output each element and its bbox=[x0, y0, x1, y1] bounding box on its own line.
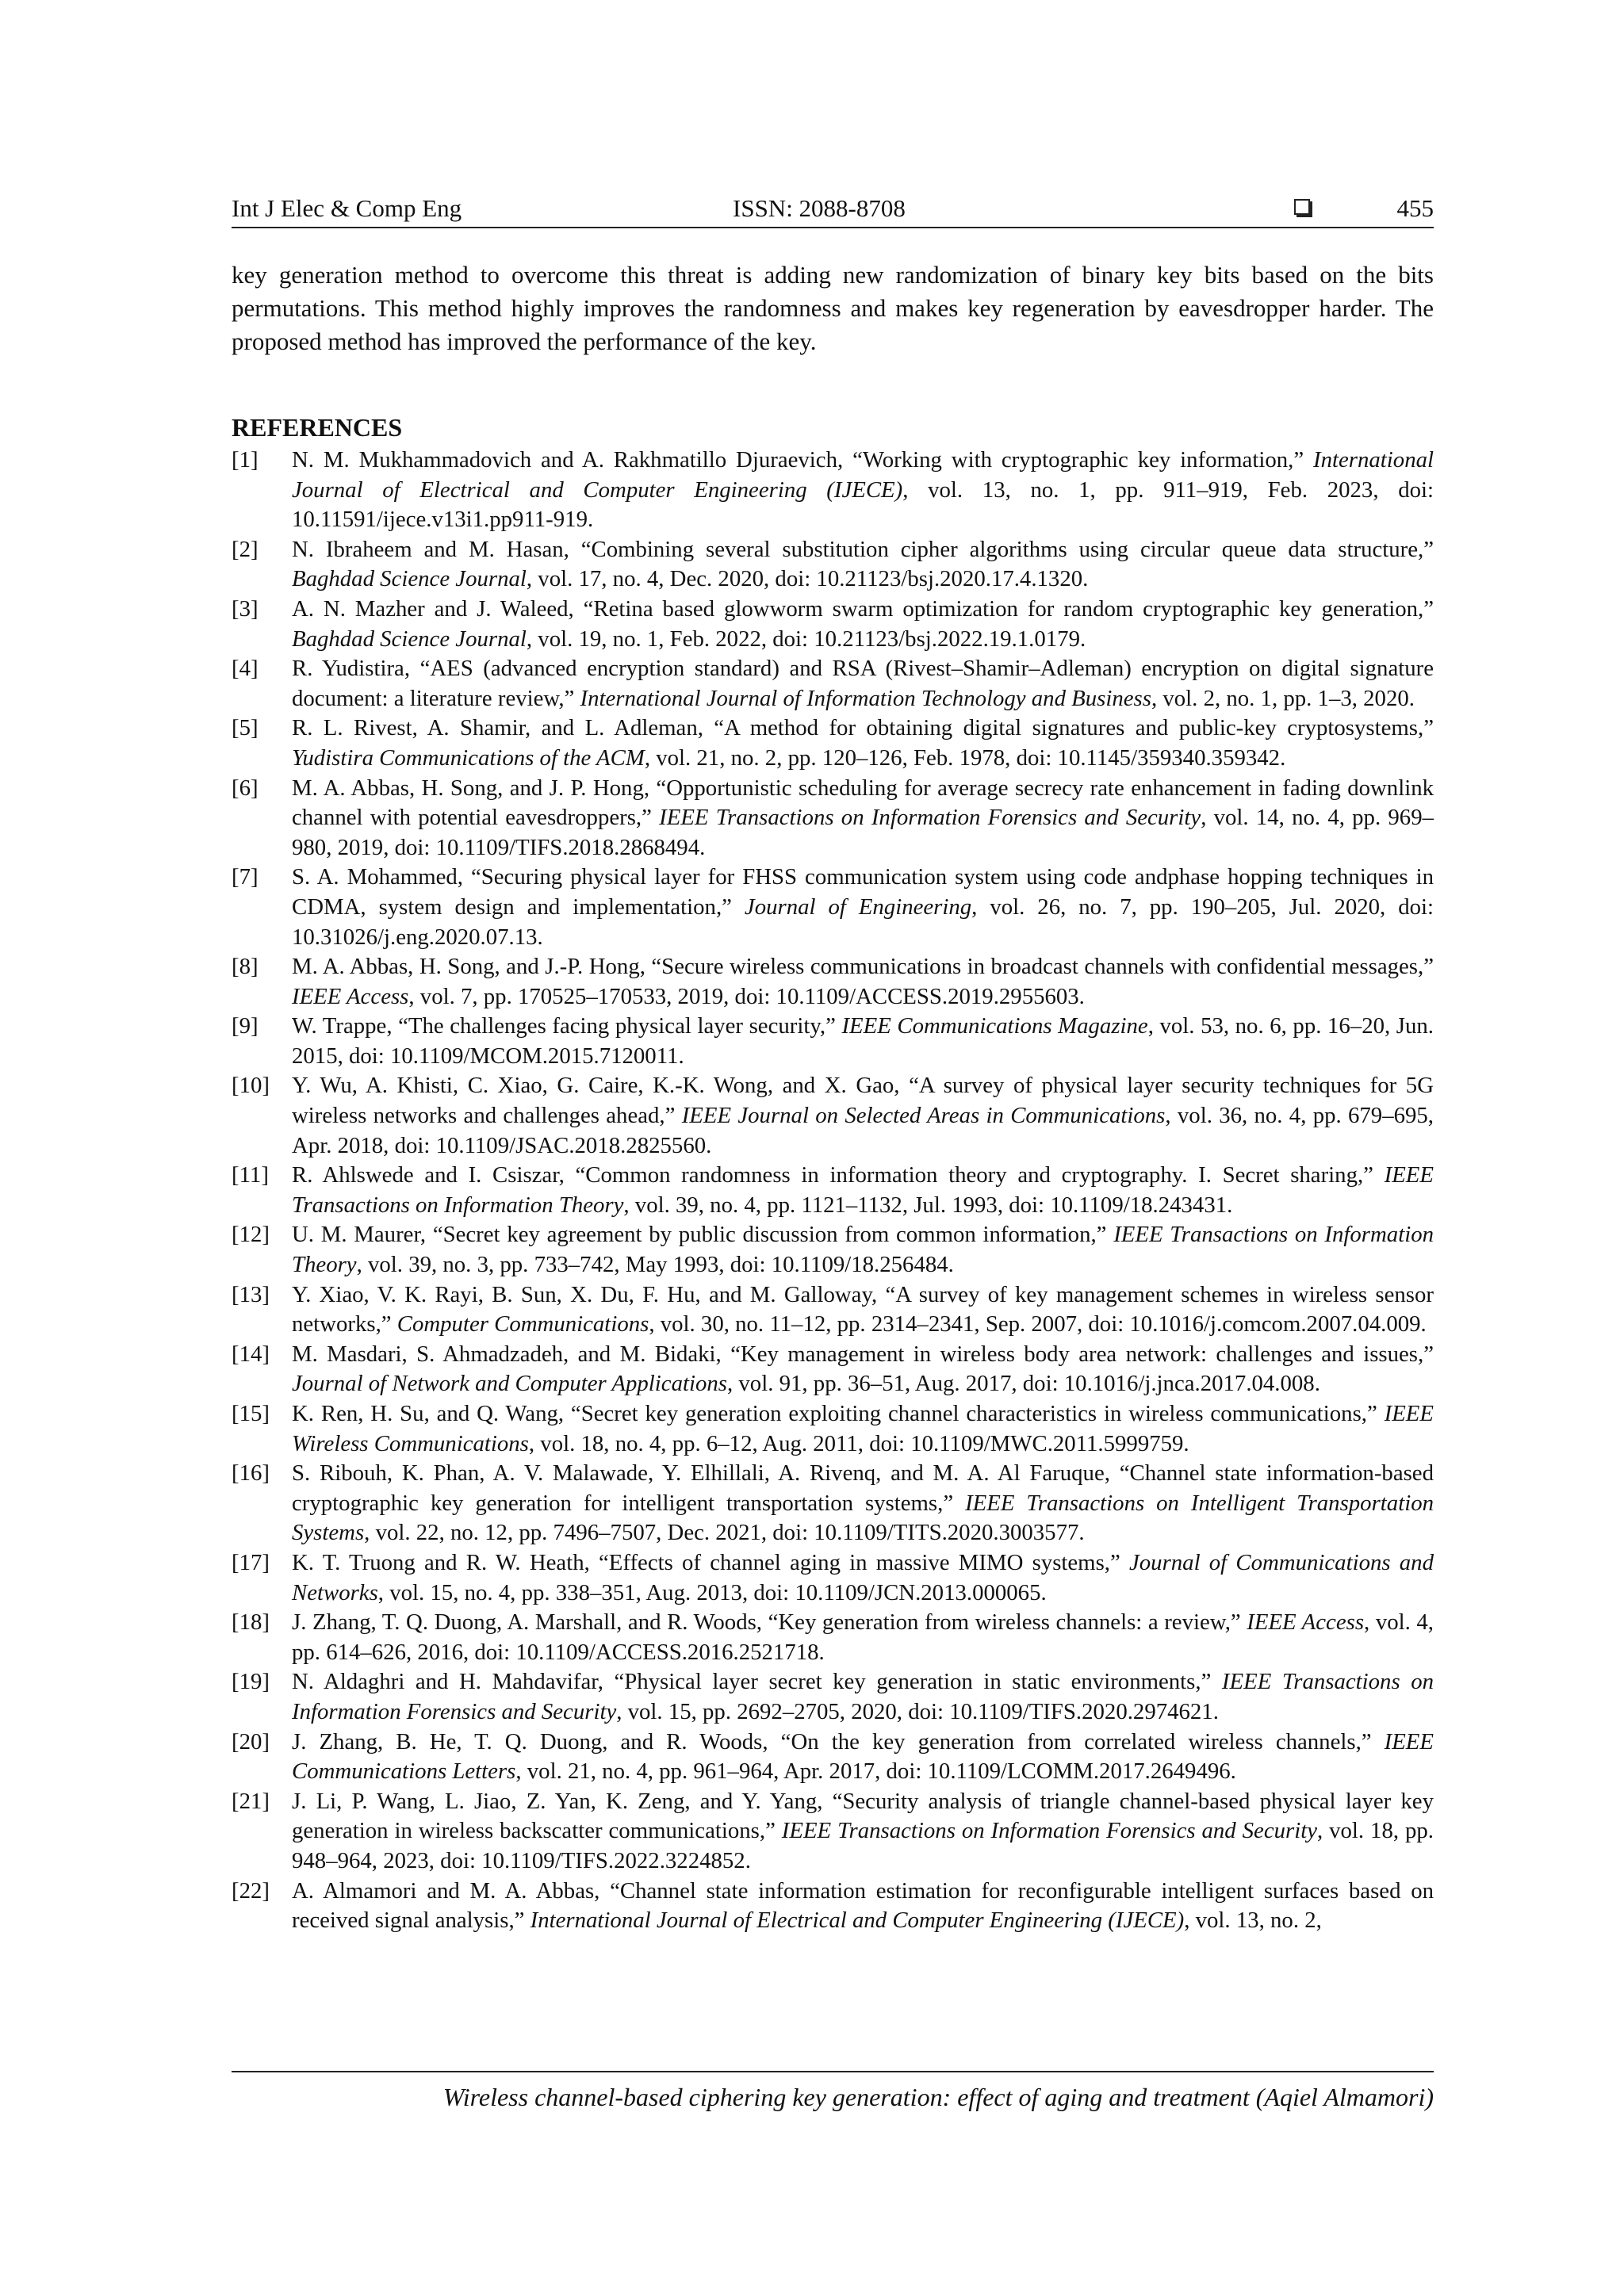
reference-item bbox=[232, 1220, 1434, 1280]
reference-authors-title: M. Masdari, S. Ahmadzadeh, and M. Bidaki, “Key management in wireless body area network: challenges and issues,” bbox=[292, 1341, 1434, 1367]
reference-number: [15] bbox=[232, 1401, 270, 1426]
reference-authors-title: M. A. Abbas, H. Song, and J. P. Hong, “Opportunistic scheduling for average secrecy rate enhancement in fading downlink channel with potential eavesdroppers,” bbox=[292, 775, 1434, 831]
reference-venue: IEEE Transactions on Information Forensics and Security bbox=[292, 1669, 1434, 1724]
reference-number: [4] bbox=[232, 656, 259, 682]
reference-venue: Journal of Engineering bbox=[744, 894, 972, 920]
reference-venue: IEEE Journal on Selected Areas in Communications bbox=[681, 1103, 1166, 1129]
reference-number: [10] bbox=[232, 1073, 270, 1099]
reference-details: , vol. 22, no. 12, pp. 7496–7507, Dec. 2021, doi: 10.1109/TITS.2020.3003577. bbox=[364, 1520, 1085, 1546]
page-header bbox=[232, 190, 1434, 228]
running-title: Wireless channel-based ciphering key generation: effect of aging and treatment (Aqiel Almamori) bbox=[442, 2083, 1434, 2111]
reference-number: [17] bbox=[232, 1549, 270, 1575]
reference-item bbox=[232, 774, 1434, 863]
reference-number: [2] bbox=[232, 536, 259, 562]
reference-authors-title: N. Ibraheem and M. Hasan, “Combining several substitution cipher algorithms using circular queue data structure,” bbox=[292, 536, 1434, 562]
reference-authors-title: M. A. Abbas, H. Song, and J.-P. Hong, “Secure wireless communications in broadcast channels with confidential messages,” bbox=[292, 954, 1434, 980]
reference-authors-title: K. T. Truong and R. W. Heath, “Effects of channel aging in massive MIMO systems,” bbox=[292, 1549, 1129, 1575]
reference-authors-title: U. M. Maurer, “Secret key agreement by public discussion from common information,” bbox=[292, 1222, 1114, 1248]
reference-item bbox=[232, 1071, 1434, 1161]
reference-details: , vol. 19, no. 1, Feb. 2022, doi: 10.21123/bsj.2022.19.1.0179. bbox=[526, 626, 1086, 652]
reference-details: , vol. 18, no. 4, pp. 6–12, Aug. 2011, doi: 10.1109/MWC.2011.5999759. bbox=[528, 1430, 1189, 1456]
reference-details: , vol. 36, no. 4, pp. 679–695, Apr. 2018, doi: 10.1109/JSAC.2018.2825560. bbox=[292, 1103, 1434, 1158]
reference-item bbox=[232, 1728, 1434, 1787]
reference-number: [18] bbox=[232, 1609, 270, 1636]
reference-authors-title: R. L. Rivest, A. Shamir, and L. Adleman, “A method for obtaining digital signatures and public-key cryptosystems,” bbox=[292, 715, 1434, 741]
reference-authors-title: K. Ren, H. Su, and Q. Wang, “Secret key generation exploiting channel characteristics in wireless communications,” bbox=[292, 1401, 1385, 1426]
reference-number: [7] bbox=[232, 864, 259, 890]
reference-authors-title: S. Ribouh, K. Phan, A. V. Malawade, Y. Elhillali, A. Rivenq, and M. A. Al Faruque, “Channel state information-based cryptographic key generation for intelligent transportation systems,” bbox=[292, 1460, 1434, 1516]
reference-venue: Computer Communications bbox=[396, 1311, 649, 1337]
reference-details: , vol. 21, no. 2, pp. 120–126, Feb. 1978, doi: 10.1145/359340.359342. bbox=[644, 744, 1286, 771]
reference-venue: International Journal of Information Technology and Business bbox=[580, 685, 1151, 711]
reference-authors-title: R. Yudistira, “AES (advanced encryption standard) and RSA (Rivest–Shamir–Adleman) encryption on digital signature document: a literature review,” bbox=[292, 656, 1434, 711]
reference-details: , vol. 4, pp. 614–626, 2016, doi: 10.1109/ACCESS.2016.2521718. bbox=[292, 1609, 1434, 1665]
reference-venue: Yudistira Communications of the ACM bbox=[292, 744, 645, 771]
reference-number: [21] bbox=[232, 1788, 270, 1814]
reference-list bbox=[232, 446, 1434, 1936]
reference-number: [6] bbox=[232, 775, 259, 801]
reference-venue: International Journal of Electrical and Computer Engineering (IJECE) bbox=[292, 447, 1434, 503]
reference-venue: IEEE Access bbox=[1247, 1609, 1365, 1636]
reference-venue: IEEE Communications Letters bbox=[292, 1728, 1434, 1785]
reference-venue: IEEE Transactions on Intelligent Transportation Systems bbox=[292, 1490, 1434, 1546]
reference-number: [3] bbox=[232, 595, 259, 622]
reference-venue: Baghdad Science Journal bbox=[292, 566, 527, 592]
reference-authors-title: Y. Xiao, V. K. Rayi, B. Sun, X. Du, F. Hu, and M. Galloway, “A survey of key management schemes in wireless sensor networks,” bbox=[292, 1281, 1434, 1337]
reference-number: [14] bbox=[232, 1341, 270, 1367]
journal-name: Int J Elec & Comp Eng bbox=[232, 194, 462, 222]
reference-item bbox=[232, 1787, 1434, 1877]
footer-divider bbox=[232, 2071, 1434, 2072]
page-number: 455 bbox=[1396, 194, 1434, 222]
reference-details: , vol. 2, no. 1, pp. 1–3, 2020. bbox=[1151, 685, 1415, 711]
reference-number: [12] bbox=[232, 1222, 270, 1248]
reference-details: , vol. 30, no. 11–12, pp. 2314–2341, Sep. 2007, doi: 10.1016/j.comcom.2007.04.009. bbox=[649, 1311, 1427, 1337]
reference-details: , vol. 13, no. 1, pp. 911–919, Feb. 2023, doi: 10.11591/ijece.v13i1.pp911-919. bbox=[292, 476, 1434, 533]
reference-number: [13] bbox=[232, 1281, 270, 1307]
reference-item bbox=[232, 595, 1434, 654]
reference-venue: Journal of Communications and Networks bbox=[292, 1549, 1434, 1605]
reference-authors-title: R. Ahlswede and I. Csiszar, “Common randomness in information theory and cryptography. I. Secret sharing,” bbox=[292, 1162, 1385, 1188]
conclusion-paragraph: key generation method to overcome this threat is adding new randomization of binary key bits based on the bits permutations. This method highly improves the randomness and makes key regeneration by eavesdropper harder. The proposed method has improved the performance of the key. bbox=[232, 261, 1434, 355]
reference-number: [20] bbox=[232, 1728, 270, 1755]
reference-item bbox=[232, 1399, 1434, 1459]
reference-venue: IEEE Wireless Communications bbox=[292, 1401, 1434, 1456]
reference-details: , vol. 21, no. 4, pp. 961–964, Apr. 2017, doi: 10.1109/LCOMM.2017.2649496. bbox=[515, 1758, 1236, 1785]
reference-authors-title: N. M. Mukhammadovich and A. Rakhmatillo Djuraevich, “Working with cryptographic key information,” bbox=[292, 447, 1314, 473]
reference-authors-title: A. Almamori and M. A. Abbas, “Channel state information estimation for reconfigurable intelligent surfaces based on received signal analysis,” bbox=[292, 1877, 1434, 1934]
reference-venue: IEEE Communications Magazine bbox=[841, 1013, 1148, 1039]
reference-authors-title: J. Li, P. Wang, L. Jiao, Z. Yan, K. Zeng, and Y. Yang, “Security analysis of triangle channel-based physical layer key generation in wireless backscatter communications,” bbox=[292, 1788, 1434, 1844]
reference-item bbox=[232, 654, 1434, 714]
reference-venue: IEEE Transactions on Information Forensics and Security bbox=[659, 805, 1201, 831]
box-icon bbox=[1294, 199, 1310, 215]
reference-item bbox=[232, 446, 1434, 535]
reference-venue: Baghdad Science Journal bbox=[292, 626, 527, 652]
reference-details: , vol. 18, pp. 948–964, 2023, doi: 10.1109/TIFS.2022.3224852. bbox=[292, 1818, 1434, 1873]
reference-venue: International Journal of Electrical and Computer Engineering (IJECE) bbox=[530, 1908, 1185, 1934]
reference-item bbox=[232, 1608, 1434, 1667]
reference-number: [16] bbox=[232, 1460, 270, 1487]
issn: ISSN: 2088-8708 bbox=[733, 194, 906, 222]
reference-details: , vol. 13, no. 2, bbox=[1184, 1908, 1322, 1934]
reference-number: [1] bbox=[232, 447, 259, 473]
reference-item bbox=[232, 1280, 1434, 1340]
reference-details: , vol. 26, no. 7, pp. 190–205, Jul. 2020, doi: 10.31026/j.eng.2020.07.13. bbox=[292, 894, 1434, 950]
reference-item bbox=[232, 1340, 1434, 1399]
reference-authors-title: Y. Wu, A. Khisti, C. Xiao, G. Caire, K.-K. Wong, and X. Gao, “A survey of physical layer security techniques for 5G wireless networks and challenges ahead,” bbox=[292, 1073, 1434, 1129]
reference-item bbox=[232, 952, 1434, 1012]
reference-authors-title: N. Aldaghri and H. Mahdavifar, “Physical layer secret key generation in static environments,” bbox=[292, 1669, 1222, 1695]
reference-details: , vol. 14, no. 4, pp. 969–980, 2019, doi: 10.1109/TIFS.2018.2868494. bbox=[292, 805, 1434, 860]
reference-details: , vol. 91, pp. 36–51, Aug. 2017, doi: 10.1016/j.jnca.2017.04.008. bbox=[727, 1371, 1320, 1397]
reference-number: [22] bbox=[232, 1877, 270, 1904]
reference-number: [11] bbox=[232, 1162, 269, 1188]
reference-number: [5] bbox=[232, 715, 259, 741]
reference-item bbox=[232, 714, 1434, 773]
reference-details: , vol. 17, no. 4, Dec. 2020, doi: 10.21123/bsj.2020.17.4.1320. bbox=[526, 566, 1089, 592]
reference-item bbox=[232, 1877, 1434, 1936]
reference-number: [9] bbox=[232, 1013, 259, 1039]
reference-details: , vol. 15, no. 4, pp. 338–351, Aug. 2013, doi: 10.1109/JCN.2013.000065. bbox=[377, 1579, 1047, 1605]
reference-details: , vol. 15, pp. 2692–2705, 2020, doi: 10.1109/TIFS.2020.2974621. bbox=[616, 1698, 1219, 1724]
reference-venue: IEEE Transactions on Information Forensics and Security bbox=[781, 1818, 1317, 1844]
references-heading: REFERENCES bbox=[232, 413, 403, 442]
reference-details: , vol. 39, no. 4, pp. 1121–1132, Jul. 1993, doi: 10.1109/18.243431. bbox=[623, 1192, 1233, 1218]
reference-details: , vol. 7, pp. 170525–170533, 2019, doi: 10.1109/ACCESS.2019.2955603. bbox=[408, 983, 1085, 1009]
reference-item bbox=[232, 863, 1434, 952]
reference-details: , vol. 39, no. 3, pp. 733–742, May 1993, doi: 10.1109/18.256484. bbox=[356, 1252, 954, 1278]
reference-venue: Journal of Network and Computer Applications bbox=[292, 1371, 727, 1397]
reference-item bbox=[232, 1459, 1434, 1548]
reference-authors-title: A. N. Mazher and J. Waleed, “Retina based glowworm swarm optimization for random cryptographic key generation,” bbox=[292, 595, 1434, 622]
reference-number: [19] bbox=[232, 1669, 270, 1695]
reference-number: [8] bbox=[232, 954, 259, 980]
reference-item bbox=[232, 1161, 1434, 1220]
reference-venue: IEEE Transactions on Information Theory bbox=[292, 1162, 1434, 1218]
reference-venue: IEEE Transactions on Information Theory bbox=[292, 1222, 1434, 1278]
reference-venue: IEEE Access bbox=[292, 983, 409, 1009]
reference-item bbox=[232, 1012, 1434, 1071]
reference-authors-title: J. Zhang, B. He, T. Q. Duong, and R. Woods, “On the key generation from correlated wireless channels,” bbox=[292, 1728, 1385, 1755]
reference-item bbox=[232, 1667, 1434, 1727]
reference-details: , vol. 53, no. 6, pp. 16–20, Jun. 2015, doi: 10.1109/MCOM.2015.7120011. bbox=[292, 1013, 1434, 1069]
reference-authors-title: J. Zhang, T. Q. Duong, A. Marshall, and R. Woods, “Key generation from wireless channels: a review,” bbox=[292, 1609, 1247, 1636]
reference-item bbox=[232, 535, 1434, 595]
reference-authors-title: S. A. Mohammed, “Securing physical layer for FHSS communication system using code andphase hopping techniques in CDMA, system design and implementation,” bbox=[292, 864, 1434, 920]
reference-item bbox=[232, 1548, 1434, 1608]
reference-authors-title: W. Trappe, “The challenges facing physical layer security,” bbox=[292, 1013, 842, 1039]
